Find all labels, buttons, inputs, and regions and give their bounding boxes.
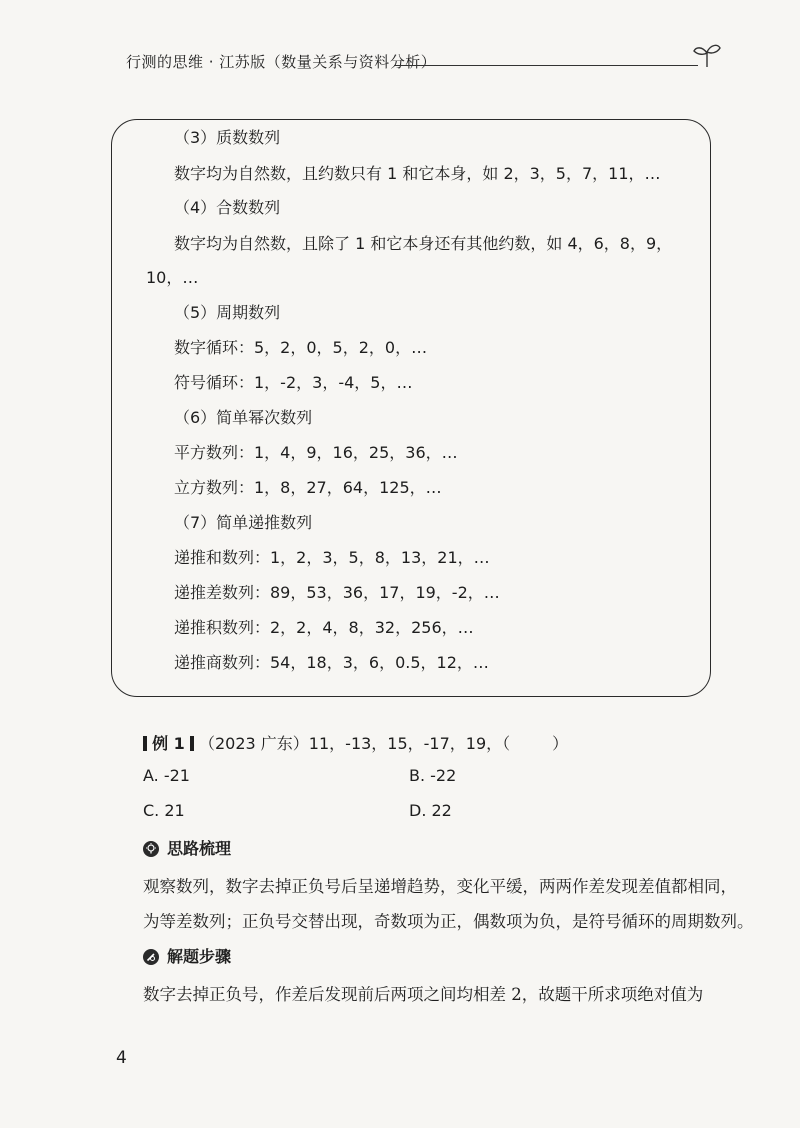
example-question-text: （2023 广东）11，-13，15，-17，19，（ [199, 734, 511, 753]
header-rule [394, 65, 698, 66]
example-tag: 例 1 [152, 734, 185, 753]
sprout-icon [692, 42, 722, 68]
thinking-heading-label: 思路梳理 [167, 839, 232, 858]
box-line: （6）简单幂次数列 [174, 408, 313, 427]
page-header [126, 48, 726, 76]
solution-heading [143, 944, 231, 967]
box-line: 数字均为自然数，且约数只有 1 和它本身，如 2，3，5，7，11，… [174, 164, 661, 183]
pencil-icon [143, 949, 159, 965]
solution-line: 数字去掉正负号，作差后发现前后两项之间均相差 2，故题干所求项绝对值为 [143, 985, 704, 1004]
box-line: 数字均为自然数，且除了 1 和它本身还有其他约数，如 4，6，8，9， [174, 234, 673, 253]
box-line: 递推商数列：54，18，3，6，0.5，12，… [174, 653, 489, 672]
box-line: 符号循环：1，-2，3，-4，5，… [174, 373, 413, 392]
option-b: B. -22 [409, 766, 457, 785]
thinking-heading [143, 836, 231, 859]
box-line: 立方数列：1，8，27，64，125，… [174, 478, 442, 497]
box-line: （7）简单递推数列 [174, 513, 313, 532]
solution-heading-label: 解题步骤 [167, 947, 232, 966]
thinking-line: 为等差数列；正负号交替出现，奇数项为正，偶数项为负，是符号循环的周期数列。 [143, 912, 754, 931]
option-c: C. 21 [143, 801, 185, 820]
lightbulb-icon [143, 841, 159, 857]
box-line: （4）合数数列 [174, 198, 281, 217]
header-title: 行测的思维 · 江苏版（数量关系与资料分析） [126, 53, 437, 71]
example-question [143, 731, 568, 754]
thinking-line: 观察数列，数字去掉正负号后呈递增趋势，变化平缓，两两作差发现差值都相同， [143, 877, 737, 896]
option-a: A. -21 [143, 766, 190, 785]
box-line: 递推差数列：89，53，36，17，19，-2，… [174, 583, 500, 602]
box-line: 平方数列：1，4，9，16，25，36，… [174, 443, 458, 462]
tag-bar-right [190, 736, 194, 751]
box-line: 递推积数列：2，2，4，8，32，256，… [174, 618, 474, 637]
page-number: 4 [116, 1048, 127, 1068]
option-d: D. 22 [409, 801, 452, 820]
tag-bar-left [143, 736, 147, 751]
box-line: 10，… [146, 268, 199, 287]
box-line: 递推和数列：1，2，3，5，8，13，21，… [174, 548, 490, 567]
box-line: （3）质数数列 [174, 128, 281, 147]
example-question-close: ） [552, 734, 569, 753]
box-line: 数字循环：5，2，0，5，2，0，… [174, 338, 428, 357]
box-line: （5）周期数列 [174, 303, 281, 322]
